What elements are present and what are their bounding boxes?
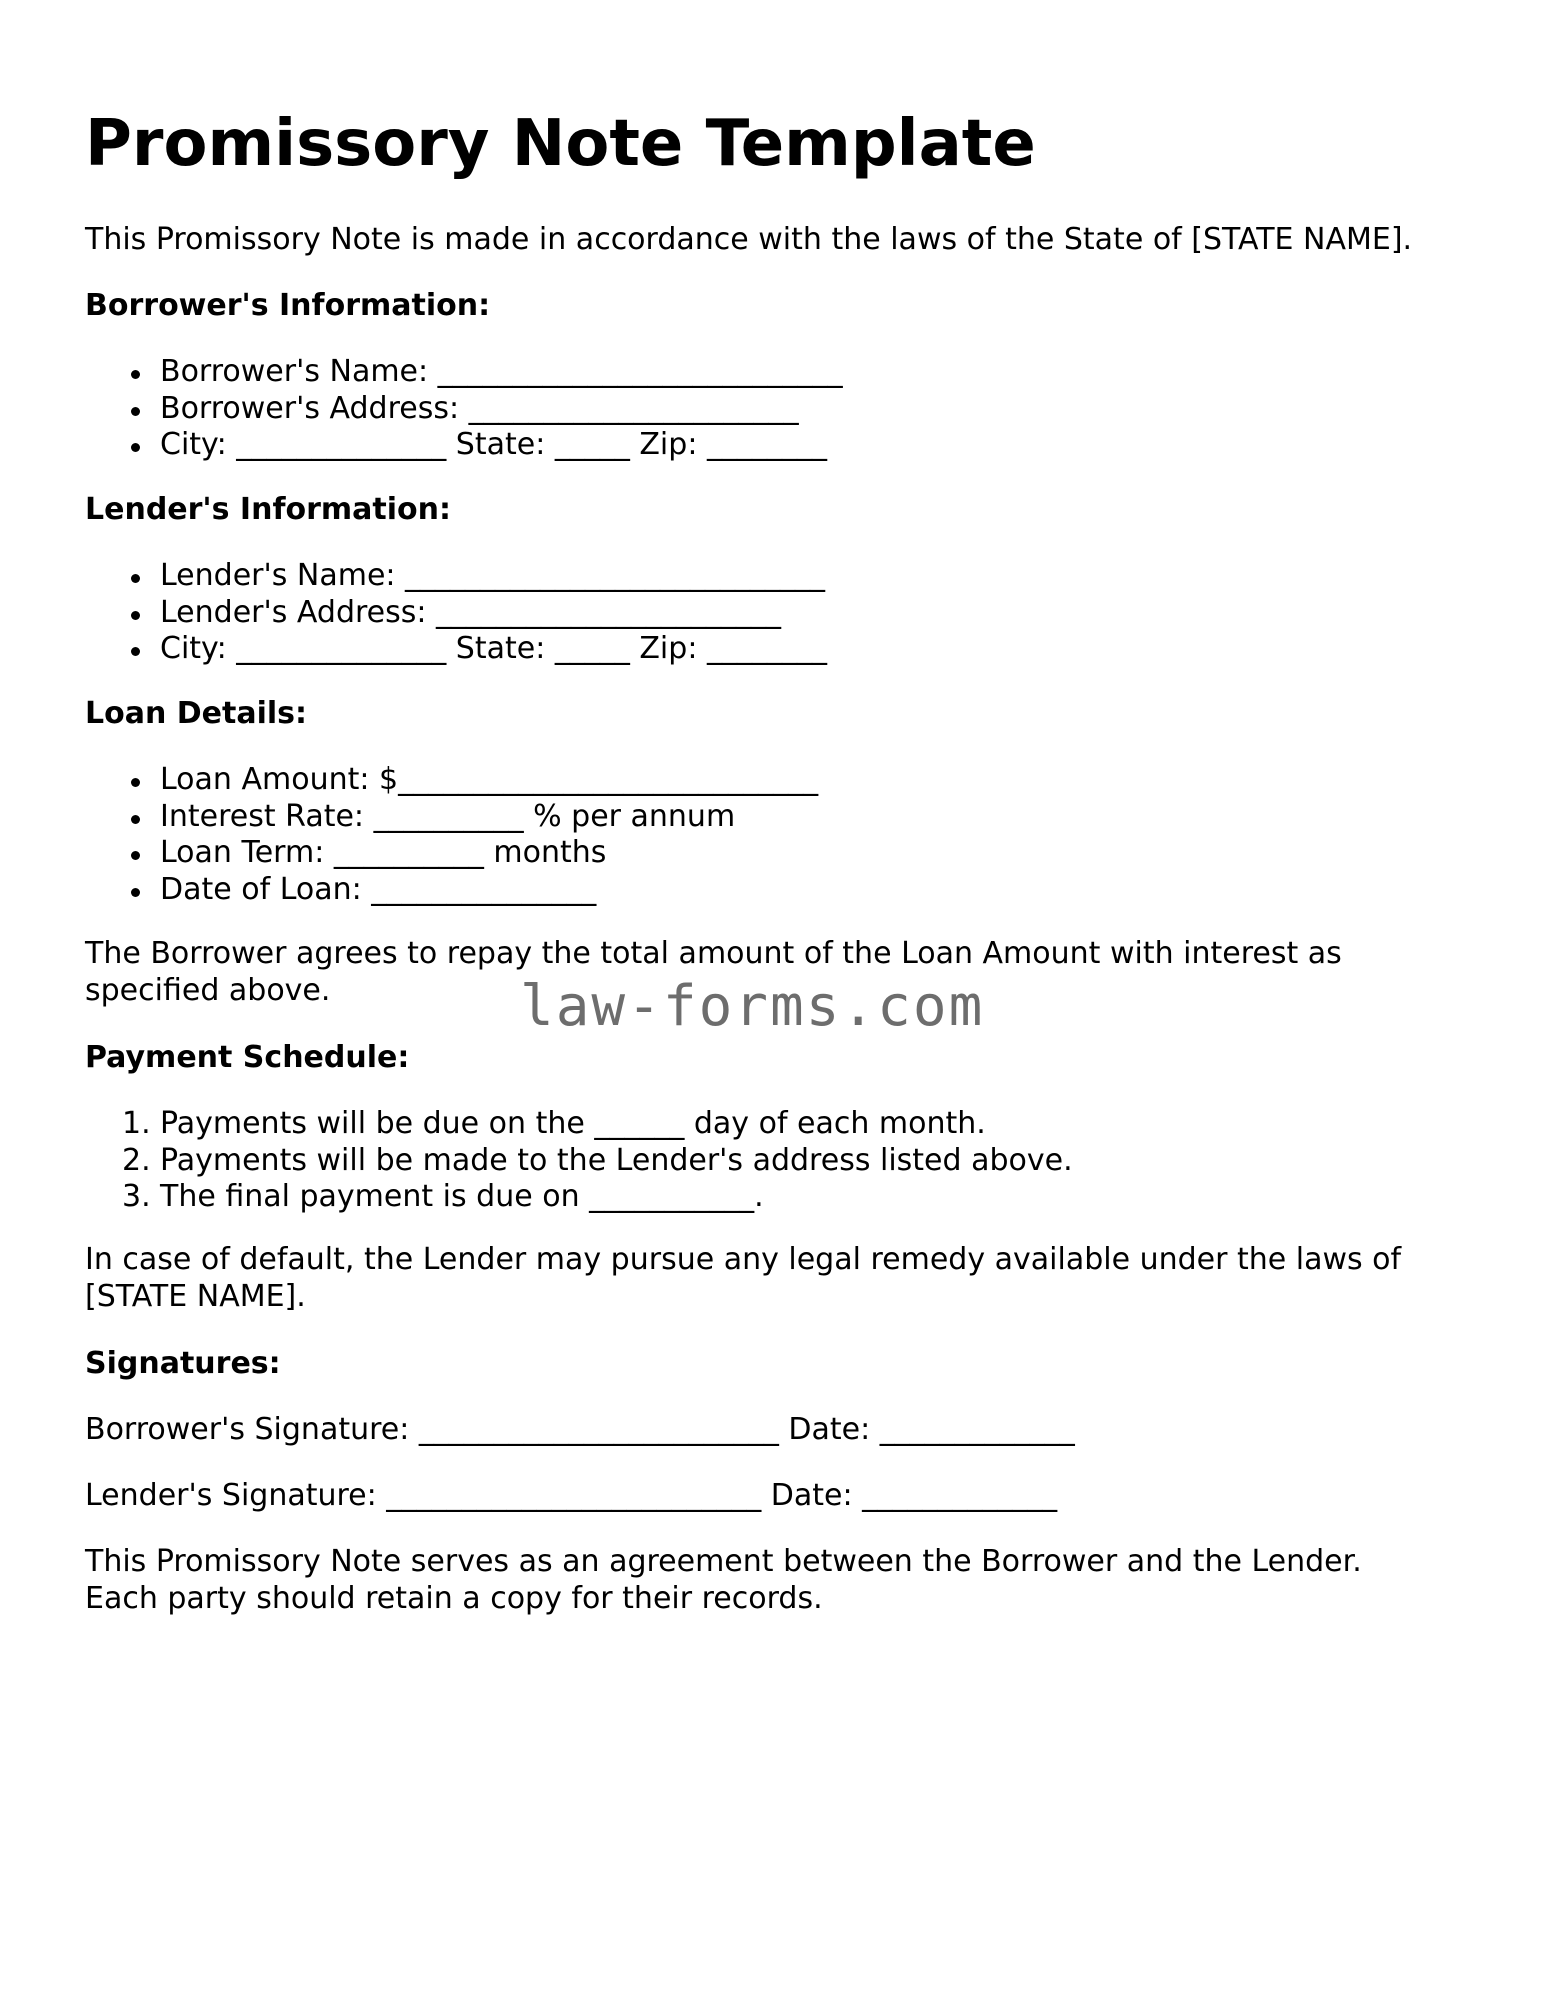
list-item (85, 1179, 1073, 1216)
list-number: 1. (122, 1106, 151, 1141)
list-item: Lender's Name: ____________________________ (85, 558, 827, 595)
page-title: Promissory Note Template (85, 107, 1036, 181)
repay-line-2: specified above. (85, 972, 331, 1008)
list-item: Borrower's Address: ______________________ (85, 391, 843, 428)
list-item-text: Payments will be due on the ______ day of each month. (160, 1106, 986, 1141)
watermark-text: law-forms.com (520, 974, 985, 1039)
lender-list (85, 558, 827, 668)
list-item-text: Payments will be made to the Lender's address listed above. (160, 1142, 1073, 1178)
list-item: Loan Term: __________ months (85, 835, 818, 872)
list-item: City: ______________ State: _____ Zip: ________ (85, 427, 843, 464)
list-number: 3. (122, 1179, 151, 1214)
list-item: Loan Amount: $____________________________ (85, 762, 818, 799)
intro-paragraph: This Promissory Note is made in accordance with the laws of the State of [STATE NAME]. (85, 222, 1413, 257)
list-item: Interest Rate: __________ % per annum (85, 799, 818, 836)
borrower-list (85, 354, 843, 464)
payment-heading: Payment Schedule: (85, 1040, 410, 1075)
repay-line-1: The Borrower agrees to repay the total amount of the Loan Amount with interest as (85, 936, 1342, 971)
list-number: 2. (122, 1142, 151, 1178)
loan-list (85, 762, 818, 908)
payment-list (85, 1106, 1073, 1216)
list-item (85, 1143, 1073, 1180)
default-line-1: In case of default, the Lender may pursue any legal remedy available under the laws of (85, 1242, 1402, 1277)
lender-heading: Lender's Information: (85, 492, 451, 527)
list-item-text: The final payment is due on ___________. (160, 1179, 764, 1214)
loan-heading: Loan Details: (85, 696, 308, 731)
borrower-heading: Borrower's Information: (85, 288, 491, 323)
borrower-signature-line: Borrower's Signature: ________________________ Date: _____________ (85, 1412, 1075, 1447)
list-item (85, 1106, 1073, 1143)
lender-signature-line: Lender's Signature: _________________________ Date: _____________ (85, 1478, 1058, 1513)
default-line-2: [STATE NAME]. (85, 1278, 306, 1314)
list-item: Lender's Address: _______________________ (85, 595, 827, 632)
closing-line-2: Each party should retain a copy for their records. (85, 1580, 823, 1616)
signatures-heading: Signatures: (85, 1346, 281, 1381)
default-paragraph (85, 1242, 1401, 1315)
closing-line-1: This Promissory Note serves as an agreement between the Borrower and the Lender. (85, 1544, 1362, 1579)
list-item: Borrower's Name: ___________________________ (85, 354, 843, 391)
closing-paragraph (85, 1544, 1362, 1617)
list-item: Date of Loan: _______________ (85, 872, 818, 909)
list-item: City: ______________ State: _____ Zip: ________ (85, 631, 827, 668)
